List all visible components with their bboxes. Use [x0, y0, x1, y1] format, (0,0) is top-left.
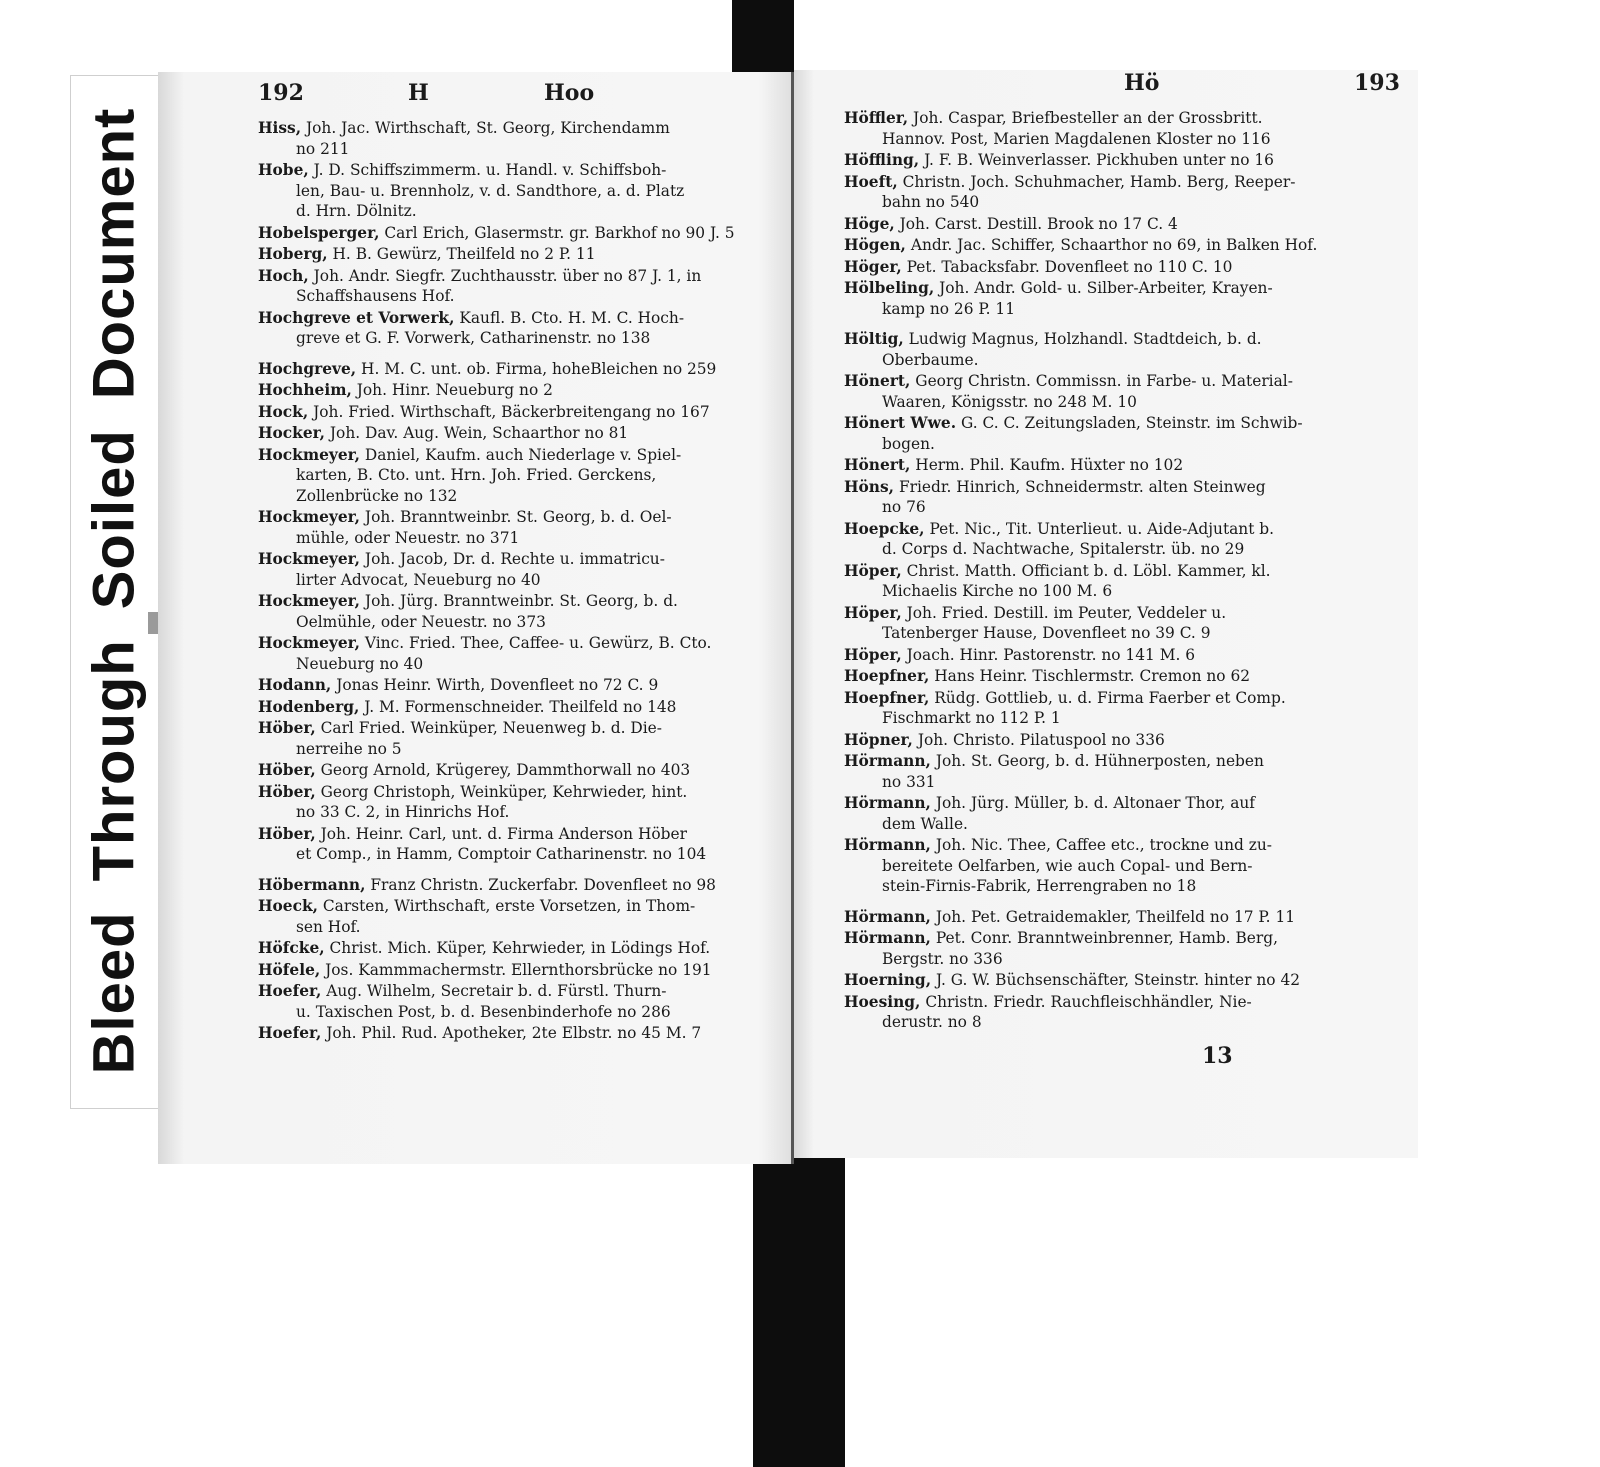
entry-text: Joh. Nic. Thee, Caffee etc., trockne und zu- — [935, 836, 1272, 854]
entry-name: Hobelsperger, — [258, 223, 380, 242]
entry-line — [258, 549, 778, 570]
directory-entry — [258, 380, 778, 401]
directory-entry — [844, 835, 1364, 897]
entry-text: Carl Fried. Weinküper, Neuenweg b. d. Die- — [320, 719, 662, 737]
left-page-header — [258, 80, 791, 118]
entry-text: Joh. Fried. Destill. im Peuter, Veddeler u. — [906, 603, 1227, 622]
entry-name: Höper, — [844, 603, 902, 622]
entry-line — [844, 581, 1364, 602]
directory-entry — [844, 278, 1364, 319]
entry-line — [844, 455, 1364, 476]
entry-line — [844, 257, 1364, 278]
directory-entry — [258, 507, 778, 548]
entry-line — [258, 445, 778, 466]
entry-name: Höffler, — [844, 109, 909, 127]
entry-text: no 331 — [882, 772, 936, 791]
entry-name: Hochgreve, — [258, 359, 357, 378]
directory-entry — [258, 118, 778, 159]
entry-text: greve et G. F. Vorwerk, Catharinenstr. no 138 — [296, 329, 651, 347]
left-entry-list — [258, 118, 778, 1044]
entry-line — [258, 528, 778, 549]
entry-name: Höber, — [258, 782, 316, 801]
directory-entry — [258, 718, 778, 759]
entry-name: Höger, — [844, 257, 902, 276]
entry-name: Hoefer, — [258, 1024, 322, 1042]
entry-text: derustr. no 8 — [882, 1013, 982, 1031]
entry-line — [844, 477, 1364, 498]
entry-text: bogen. — [882, 434, 935, 453]
entry-line — [258, 380, 778, 401]
entry-name: Hockmeyer, — [258, 508, 360, 526]
entry-line — [844, 1012, 1364, 1033]
entry-name: Hiss, — [258, 119, 302, 137]
entry-name: Hoesing, — [844, 992, 921, 1011]
entry-text: Christn. Friedr. Rauchfleischhändler, Nie- — [925, 992, 1252, 1011]
directory-entry — [258, 633, 778, 674]
entry-line — [258, 1002, 778, 1023]
directory-entry — [258, 160, 778, 222]
entry-line — [258, 1023, 778, 1044]
entry-text: Carl Erich, Glasermstr. gr. Barkhof no 90 J. 5 — [384, 223, 735, 242]
entry-line — [844, 392, 1364, 413]
entry-name: Höge, — [844, 214, 895, 233]
directory-entry — [258, 445, 778, 507]
left-running-head-2: Hoo — [544, 80, 595, 106]
entry-name: Hörmann, — [844, 752, 931, 770]
directory-entry — [258, 308, 778, 349]
directory-entry — [844, 645, 1364, 666]
label-divider — [148, 612, 158, 634]
entry-line — [258, 960, 778, 981]
directory-entry — [258, 896, 778, 937]
microfilm-gutter-strip-bottom — [753, 1148, 845, 1467]
entry-name: Höber, — [258, 719, 316, 737]
entry-line — [258, 844, 778, 865]
label-word-2: Through — [81, 639, 147, 882]
entry-text: mühle, oder Neuestr. no 371 — [296, 528, 520, 547]
entry-name: Hockmeyer, — [258, 634, 360, 652]
entry-line — [258, 139, 778, 160]
entry-text: Neueburg no 40 — [296, 654, 424, 673]
entry-line — [258, 896, 778, 917]
entry-text: Joh. Phil. Rud. Apotheker, 2te Elbstr. no 45 M. 7 — [326, 1024, 702, 1042]
entry-name: Höbermann, — [258, 875, 366, 894]
entry-line — [844, 856, 1364, 877]
entry-line — [258, 486, 778, 507]
entry-name: Hoefer, — [258, 982, 322, 1000]
directory-entry — [258, 875, 778, 896]
entry-text: u. Taxischen Post, b. d. Besenbinderhofe no 286 — [296, 1002, 671, 1021]
entry-text: Joh. Heinr. Carl, unt. d. Firma Anderson Höber — [320, 824, 687, 843]
entry-line — [844, 688, 1364, 709]
entry-line — [844, 772, 1364, 793]
right-page — [794, 70, 1418, 1158]
entry-text: J. G. W. Büchsenschäfter, Steinstr. hinter no 42 — [935, 971, 1301, 989]
entry-name: Höns, — [844, 477, 895, 496]
directory-entry — [844, 150, 1364, 171]
directory-entry — [258, 1023, 778, 1044]
entry-name: Hönert Wwe. — [844, 414, 957, 432]
entry-line — [258, 718, 778, 739]
entry-text: Tatenberger Hause, Dovenfleet no 39 C. 9 — [882, 624, 1211, 642]
directory-entry — [844, 970, 1364, 991]
entry-line — [844, 329, 1364, 350]
entry-name: Hoerning, — [844, 971, 932, 989]
directory-entry — [258, 960, 778, 981]
entry-line — [844, 928, 1364, 949]
entry-line — [258, 328, 778, 349]
entry-line — [844, 108, 1364, 129]
entry-line — [844, 645, 1364, 666]
entry-line — [258, 824, 778, 845]
entry-text: Jonas Heinr. Wirth, Dovenfleet no 72 C. 9 — [336, 676, 659, 694]
entry-line — [258, 938, 778, 959]
directory-entry — [844, 519, 1364, 560]
entry-text: J. M. Formenschneider. Theilfeld no 148 — [364, 697, 677, 716]
entry-text: Herm. Phil. Kaufm. Hüxter no 102 — [915, 456, 1184, 474]
entry-text: Kaufl. B. Cto. H. M. C. Hoch- — [459, 308, 685, 327]
entry-line — [258, 286, 778, 307]
directory-entry — [258, 824, 778, 865]
entry-name: Hoch, — [258, 266, 309, 285]
directory-entry — [258, 244, 778, 265]
entry-text: len, Bau- u. Brennholz, v. d. Sandthore, a. d. Platz — [296, 181, 685, 200]
entry-text: Joh. Andr. Siegfr. Zuchthausstr. über no 87 J. 1, in — [313, 266, 702, 285]
entry-line — [258, 118, 778, 139]
right-entry-list — [844, 108, 1364, 1033]
entry-line — [844, 561, 1364, 582]
entry-text: Joh. Jürg. Müller, b. d. Altonaer Thor, auf — [935, 794, 1255, 812]
entry-name: Hockmeyer, — [258, 445, 360, 464]
entry-name: Hönert, — [844, 456, 911, 474]
directory-entry — [844, 928, 1364, 969]
entry-name: Hock, — [258, 402, 309, 421]
entry-text: Hannov. Post, Marien Magdalenen Kloster no 116 — [882, 129, 1271, 148]
entry-text: J. D. Schiffszimmerm. u. Handl. v. Schiffsboh- — [313, 161, 667, 179]
entry-text: et Comp., in Hamm, Comptoir Catharinenstr. no 104 — [296, 845, 707, 863]
entry-name: Hoepfner, — [844, 667, 930, 685]
entry-text: Andr. Jac. Schiffer, Schaarthor no 69, in Balken Hof. — [910, 236, 1318, 254]
entry-name: Höber, — [258, 824, 316, 843]
entry-name: Hoeck, — [258, 897, 318, 915]
entry-line — [844, 350, 1364, 371]
label-word-1: Bleed — [81, 911, 147, 1075]
entry-text: sen Hof. — [296, 917, 361, 936]
entry-line — [844, 623, 1364, 644]
entry-text: Joh. Fried. Wirthschaft, Bäckerbreitengang no 167 — [313, 402, 710, 421]
directory-entry — [844, 257, 1364, 278]
entry-text: Zollenbrücke no 132 — [296, 486, 458, 505]
entry-text: bereitete Oelfarben, wie auch Copal- und Bern- — [882, 856, 1253, 875]
directory-entry — [844, 907, 1364, 928]
left-running-head-1: H — [408, 80, 429, 106]
directory-entry — [844, 371, 1364, 412]
entry-line — [258, 612, 778, 633]
entry-line — [258, 201, 778, 222]
entry-line — [258, 633, 778, 654]
entry-text: J. F. B. Weinverlasser. Pickhuben unter no 16 — [924, 151, 1274, 169]
label-word-3: Soiled — [81, 429, 147, 610]
entry-text: G. C. C. Zeitungsladen, Steinstr. im Schwib- — [960, 414, 1303, 432]
entry-text: Waaren, Königsstr. no 248 M. 10 — [882, 392, 1137, 411]
entry-line — [844, 129, 1364, 150]
entry-text: Christ. Matth. Officiant b. d. Löbl. Kammer, kl. — [906, 561, 1271, 580]
entry-line — [844, 192, 1364, 213]
entry-name: Höper, — [844, 561, 902, 580]
entry-line — [844, 214, 1364, 235]
entry-text: karten, B. Cto. unt. Hrn. Joh. Fried. Gerckens, — [296, 466, 657, 484]
entry-text: Joh. Caspar, Briefbesteller an der Grossbritt. — [913, 109, 1263, 127]
entry-name: Hörmann, — [844, 836, 931, 854]
entry-line — [844, 150, 1364, 171]
entry-text: Aug. Wilhelm, Secretair b. d. Fürstl. Thurn- — [326, 982, 667, 1000]
entry-name: Höfcke, — [258, 939, 325, 957]
entry-name: Hönert, — [844, 372, 911, 390]
directory-entry — [844, 561, 1364, 602]
entry-line — [258, 223, 778, 244]
entry-text: Schaffshausens Hof. — [296, 287, 455, 305]
entry-line — [258, 760, 778, 781]
entry-name: Hochgreve et Vorwerk, — [258, 308, 455, 327]
directory-entry — [258, 675, 778, 696]
entry-line — [844, 666, 1364, 687]
entry-text: Fischmarkt no 112 P. 1 — [882, 709, 1061, 727]
entry-name: Höper, — [844, 645, 902, 664]
entry-text: Oelmühle, oder Neuestr. no 373 — [296, 612, 546, 631]
entry-text: Georg Christoph, Weinküper, Kehrwieder, hint. — [320, 782, 688, 801]
directory-entry — [258, 359, 778, 380]
entry-line — [258, 402, 778, 423]
directory-entry — [844, 235, 1364, 256]
entry-line — [844, 970, 1364, 991]
entry-text: Ludwig Magnus, Holzhandl. Stadtdeich, b. d. — [908, 330, 1262, 348]
entry-line — [844, 299, 1364, 320]
entry-line — [844, 730, 1364, 751]
entry-line — [844, 519, 1364, 540]
entry-text: bahn no 540 — [882, 193, 980, 211]
entry-name: Högen, — [844, 236, 906, 254]
entry-line — [258, 308, 778, 329]
entry-name: Höffling, — [844, 151, 920, 169]
directory-entry — [844, 477, 1364, 518]
entry-text: Bergstr. no 336 — [882, 949, 1003, 968]
directory-entry — [844, 413, 1364, 454]
directory-entry — [844, 108, 1364, 149]
directory-entry — [258, 266, 778, 307]
entry-line — [258, 359, 778, 380]
entry-line — [258, 160, 778, 181]
entry-line — [844, 992, 1364, 1013]
entry-text: lirter Advocat, Neueburg no 40 — [296, 570, 541, 589]
entry-name: Hoeft, — [844, 172, 898, 191]
entry-text: no 76 — [882, 498, 926, 516]
entry-name: Hodann, — [258, 676, 332, 694]
entry-text: Joh. Branntweinbr. St. Georg, b. d. Oel- — [364, 508, 672, 526]
entry-text: Vinc. Fried. Thee, Caffee- u. Gewürz, B. Cto. — [364, 634, 712, 652]
directory-entry — [844, 666, 1364, 687]
archival-label — [81, 108, 148, 1075]
directory-entry — [258, 697, 778, 718]
entry-text: Franz Christn. Zuckerfabr. Dovenfleet no 98 — [370, 875, 716, 894]
entry-name: Höfele, — [258, 960, 321, 979]
entry-text: Pet. Conr. Branntweinbrenner, Hamb. Berg, — [935, 929, 1278, 947]
entry-text: Oberbaume. — [882, 350, 979, 369]
entry-line — [844, 949, 1364, 970]
directory-entry — [844, 172, 1364, 213]
directory-entry — [258, 981, 778, 1022]
entry-line — [844, 413, 1364, 434]
entry-text: H. B. Gewürz, Theilfeld no 2 P. 11 — [332, 245, 596, 263]
entry-line — [258, 875, 778, 896]
directory-entry — [258, 938, 778, 959]
entry-name: Hobe, — [258, 161, 309, 179]
entry-text: Joach. Hinr. Pastorenstr. no 141 M. 6 — [906, 645, 1196, 664]
entry-line — [258, 591, 778, 612]
entry-line — [258, 654, 778, 675]
entry-text: Christ. Mich. Küper, Kehrwieder, in Lödings Hof. — [329, 939, 711, 957]
entry-name: Hockmeyer, — [258, 592, 360, 610]
directory-entry — [258, 591, 778, 632]
entry-line — [258, 423, 778, 444]
directory-entry — [844, 688, 1364, 729]
entry-line — [844, 876, 1364, 897]
entry-line — [258, 465, 778, 486]
entry-text: no 211 — [296, 139, 350, 158]
left-page-number: 192 — [258, 80, 304, 106]
entry-text: Georg Christn. Commissn. in Farbe- u. Material- — [915, 372, 1293, 390]
entry-name: Höpner, — [844, 730, 913, 749]
entry-text: Joh. Dav. Aug. Wein, Schaarthor no 81 — [329, 424, 629, 442]
entry-name: Hockmeyer, — [258, 550, 360, 568]
entry-text: Georg Arnold, Krügerey, Dammthorwall no 403 — [320, 761, 691, 779]
right-page-header — [844, 70, 1418, 108]
entry-text: Joh. Carst. Destill. Brook no 17 C. 4 — [899, 214, 1178, 233]
directory-entry — [258, 760, 778, 781]
entry-line — [844, 708, 1364, 729]
directory-entry — [258, 402, 778, 423]
label-word-4: Document — [81, 107, 147, 400]
entry-text: Michaelis Kirche no 100 M. 6 — [882, 582, 1113, 600]
directory-entry — [844, 455, 1364, 476]
entry-name: Hörmann, — [844, 794, 931, 812]
entry-line — [844, 497, 1364, 518]
entry-name: Hochheim, — [258, 381, 352, 399]
entry-name: Hoberg, — [258, 245, 328, 263]
entry-line — [844, 278, 1364, 299]
entry-text: Daniel, Kaufm. auch Niederlage v. Spiel- — [364, 445, 682, 464]
entry-name: Hölbeling, — [844, 279, 935, 297]
entry-text: Rüdg. Gottlieb, u. d. Firma Faerber et Comp. — [934, 688, 1286, 707]
directory-entry — [258, 223, 778, 244]
entry-line — [258, 697, 778, 718]
entry-line — [844, 603, 1364, 624]
entry-text: kamp no 26 P. 11 — [882, 299, 1015, 318]
entry-line — [258, 802, 778, 823]
entry-text: Joh. Christo. Pilatuspool no 336 — [917, 730, 1165, 749]
entry-text: Joh. Jac. Wirthschaft, St. Georg, Kirchendamm — [305, 119, 670, 137]
directory-entry — [844, 214, 1364, 235]
directory-entry — [844, 730, 1364, 751]
entry-text: Christn. Joch. Schuhmacher, Hamb. Berg, Reeper- — [902, 172, 1296, 191]
signature-mark: 13 — [1202, 1042, 1233, 1069]
directory-entry — [844, 992, 1364, 1033]
entry-line — [844, 814, 1364, 835]
entry-name: Höltig, — [844, 330, 904, 348]
directory-entry — [258, 423, 778, 444]
directory-entry — [844, 329, 1364, 370]
directory-entry — [844, 603, 1364, 644]
entry-name: Hörmann, — [844, 907, 931, 926]
entry-text: Joh. St. Georg, b. d. Hühnerposten, neben — [935, 752, 1264, 770]
entry-name: Hodenberg, — [258, 697, 360, 716]
entry-line — [844, 235, 1364, 256]
entry-line — [258, 981, 778, 1002]
entry-line — [844, 371, 1364, 392]
entry-text: d. Hrn. Dölnitz. — [296, 202, 417, 220]
directory-entry — [258, 782, 778, 823]
entry-name: Höber, — [258, 761, 316, 779]
entry-text: no 33 C. 2, in Hinrichs Hof. — [296, 803, 510, 821]
entry-line — [844, 835, 1364, 856]
entry-line — [844, 434, 1364, 455]
entry-line — [258, 181, 778, 202]
entry-line — [844, 751, 1364, 772]
entry-line — [258, 675, 778, 696]
entry-text: Pet. Tabacksfabr. Dovenfleet no 110 C. 10 — [906, 257, 1233, 276]
entry-line — [844, 793, 1364, 814]
entry-text: Joh. Jacob, Dr. d. Rechte u. immatricu- — [364, 550, 665, 568]
microfilm-gutter-strip-top — [732, 0, 794, 75]
entry-text: Hans Heinr. Tischlermstr. Cremon no 62 — [934, 667, 1251, 685]
entry-text: Joh. Hinr. Neueburg no 2 — [356, 381, 553, 399]
entry-text: Jos. Kammmachermstr. Ellernthorsbrücke no 191 — [325, 960, 712, 979]
entry-text: Joh. Jürg. Branntweinbr. St. Georg, b. d. — [364, 592, 678, 610]
entry-line — [258, 782, 778, 803]
left-page — [158, 72, 794, 1164]
entry-line — [844, 539, 1364, 560]
entry-name: Hoepfner, — [844, 688, 930, 707]
right-page-number: 193 — [1354, 70, 1400, 96]
entry-line — [258, 244, 778, 265]
entry-line — [258, 739, 778, 760]
entry-line — [258, 507, 778, 528]
entry-text: nerreihe no 5 — [296, 739, 402, 758]
entry-line — [258, 917, 778, 938]
entry-name: Hocker, — [258, 424, 325, 442]
directory-entry — [844, 793, 1364, 834]
entry-text: d. Corps d. Nachtwache, Spitalerstr. üb. no 29 — [882, 540, 1245, 558]
entry-text: Carsten, Wirthschaft, erste Vorsetzen, in Thom- — [322, 897, 696, 915]
entry-name: Hörmann, — [844, 929, 931, 947]
entry-name: Hoepcke, — [844, 519, 925, 538]
directory-entry — [844, 751, 1364, 792]
entry-text: Joh. Andr. Gold- u. Silber-Arbeiter, Krayen- — [939, 279, 1273, 297]
right-running-head: Hö — [1124, 70, 1160, 96]
entry-line — [258, 266, 778, 287]
entry-line — [844, 907, 1364, 928]
directory-entry — [258, 549, 778, 590]
entry-text: Pet. Nic., Tit. Unterlieut. u. Aide-Adjutant b. — [929, 519, 1275, 538]
entry-text: Friedr. Hinrich, Schneidermstr. alten Steinweg — [898, 477, 1266, 496]
entry-text: Joh. Pet. Getraidemakler, Theilfeld no 17 P. 11 — [935, 907, 1296, 926]
entry-text: stein-Firnis-Fabrik, Herrengraben no 18 — [882, 877, 1197, 895]
entry-line — [258, 570, 778, 591]
entry-line — [844, 172, 1364, 193]
entry-text: H. M. C. unt. ob. Firma, hoheBleichen no 259 — [361, 359, 717, 378]
entry-text: dem Walle. — [882, 814, 968, 833]
